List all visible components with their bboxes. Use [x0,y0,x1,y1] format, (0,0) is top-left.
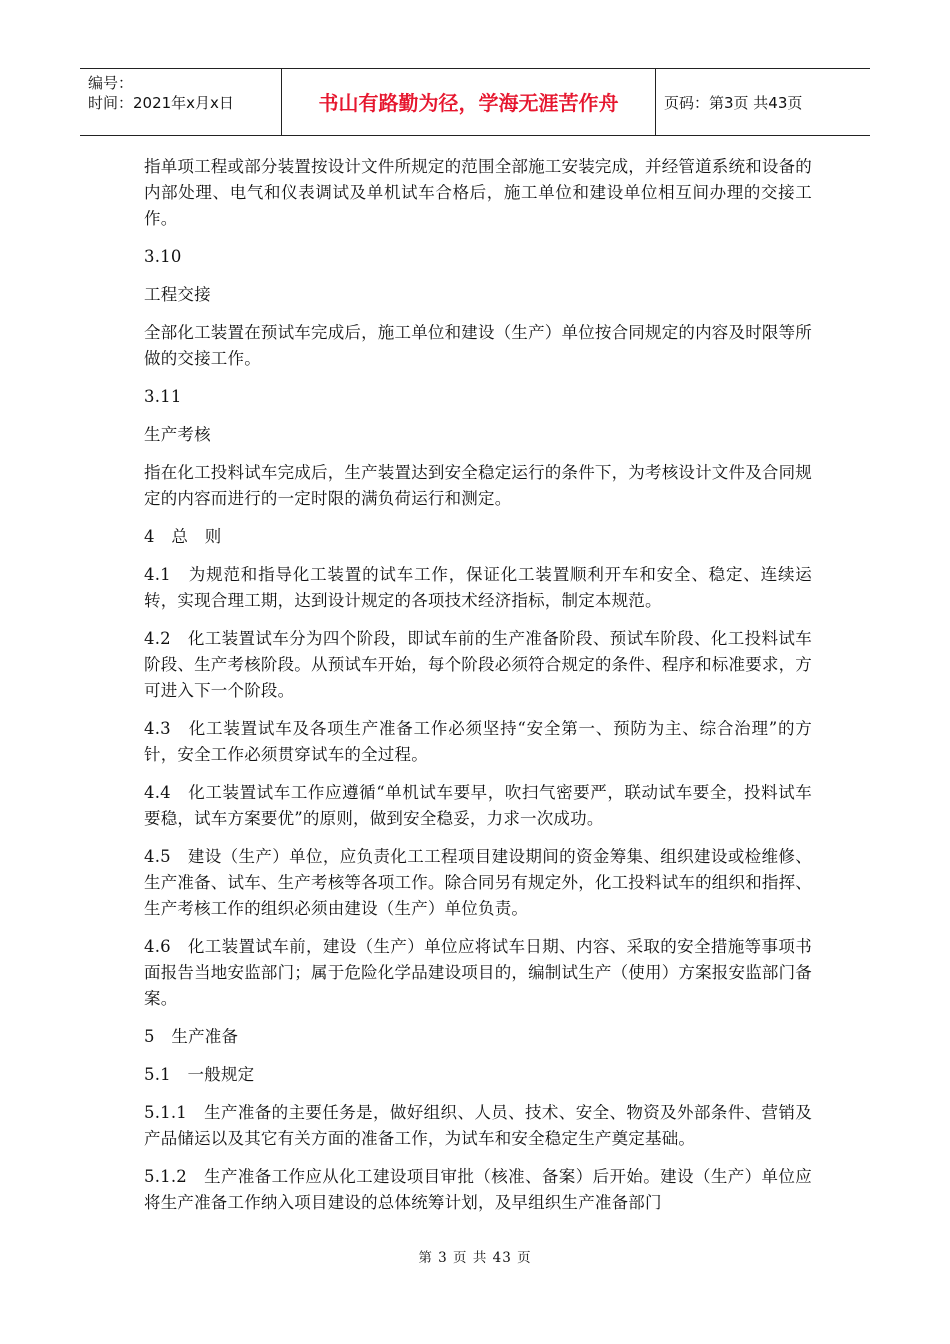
paragraph: 4.5 建设（生产）单位，应负责化工工程项目建设期间的资金筹集、组织建设或检维修、生产准备、试车、生产考核等各项工作。除合同另有规定外，化工投料试车的组织和指挥、生产考核工作的组织必须由建设（生产）单位负责。 [144,847,812,918]
paragraph: 4.4 化工装置试车工作应遵循“单机试车要早，吹扫气密要严，联动试车要全，投料试车要稳，试车方案要优”的原则，做到安全稳妥，力求一次成功。 [144,783,812,828]
paragraph: 全部化工装置在预试车完成后，施工单位和建设（生产）单位按合同规定的内容及时限等所做的交接工作。 [144,323,812,368]
header-page-number: 页码：第3页 共43页 [664,93,803,112]
paragraph: 4.1 为规范和指导化工装置的试车工作，保证化工装置顺利开车和安全、稳定、连续运转，实现合理工期，达到设计规定的各项技术经济指标，制定本规范。 [144,565,812,610]
header-meta [80,69,282,135]
document-header [80,68,870,136]
term-heading: 工程交接 [144,285,211,304]
paragraph: 指单项工程或部分装置按设计文件所规定的范围全部施工安装完成，并经管道系统和设备的内部处理、电气和仪表调试及单机试车合格后，施工单位和建设单位相互间办理的交接工作。 [144,157,812,228]
paragraph: 5.1.1 生产准备的主要任务是，做好组织、人员、技术、安全、物资及外部条件、营销及产品储运以及其它有关方面的准备工作，为试车和安全稳定生产奠定基础。 [144,1103,812,1148]
paragraph: 5.1.2 生产准备工作应从化工建设项目审批（核准、备案）后开始。建设（生产）单位应将生产准备工作纳入项目建设的总体统筹计划，及早组织生产准备部门 [144,1167,812,1212]
document-number-label: 编号： [88,74,134,92]
section-number: 3.10 [144,247,182,266]
term-heading: 生产考核 [144,425,211,444]
section-number: 3.11 [144,387,182,406]
paragraph: 指在化工投料试车完成后，生产装置达到安全稳定运行的条件下，为考核设计文件及合同规定的内容而进行的一定时限的满负荷运行和测定。 [144,463,812,508]
paragraph: 4.2 化工装置试车分为四个阶段，即试车前的生产准备阶段、预试车阶段、化工投料试车阶段、生产考核阶段。从预试车开始，每个阶段必须符合规定的条件、程序和标准要求，方可进入下一个阶段。 [144,629,812,700]
page-footer: 第 3 页 共 43 页 [418,1250,532,1266]
chapter-heading: 5 生产准备 [144,1027,239,1046]
document-date-label: 时间：2021年x月x日 [88,94,234,112]
document-body [144,154,812,1228]
paragraph: 4.3 化工装置试车及各项生产准备工作必须坚持“安全第一、预防为主、综合治理”的方针，安全工作必须贯穿试车的全过程。 [144,719,812,764]
section-heading: 5.1 一般规定 [144,1065,255,1084]
chapter-heading: 4 总 则 [144,527,222,546]
header-motto: 书山有路勤为径，学海无涯苦作舟 [282,69,656,135]
paragraph: 4.6 化工装置试车前，建设（生产）单位应将试车日期、内容、采取的安全措施等事项书面报告当地安监部门；属于危险化学品建设项目的，编制试生产（使用）方案报安监部门备案。 [144,937,812,1008]
